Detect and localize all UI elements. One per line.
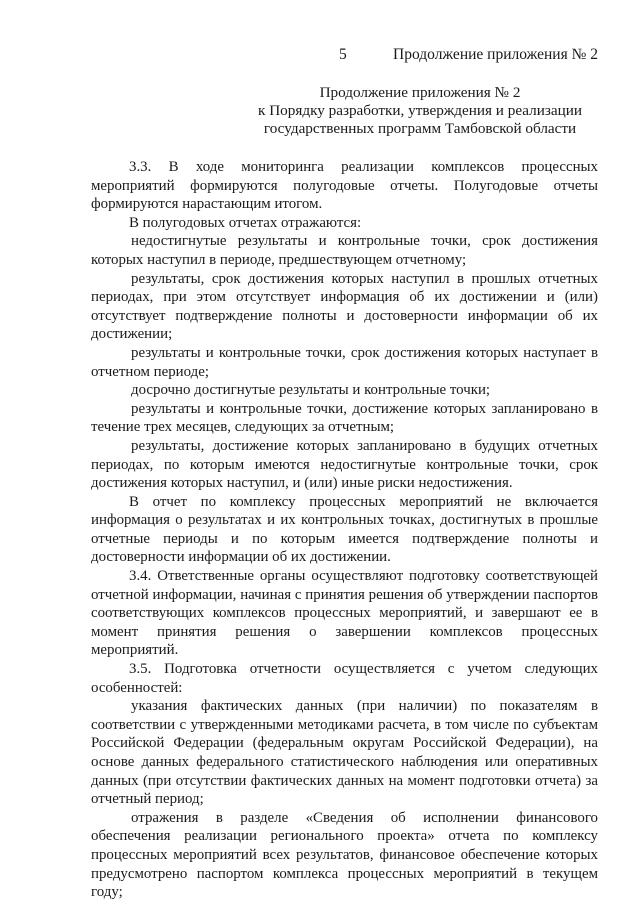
list-item-unachieved-results: недостигнутые результаты и контрольные точки, срок достижения которых наступил в периоде, предшествующем отчетному; bbox=[91, 233, 598, 268]
appendix-title-line-1: Продолжение приложения № 2 bbox=[319, 84, 521, 101]
page-header bbox=[0, 46, 640, 66]
list-item-early-achieved-results: досрочно достигнутые результаты и контрольные точки; bbox=[131, 382, 491, 399]
list-item-factual-data: указания фактических данных (при наличии) по показателям в соответствии с утвержденными методиками расчета, в том числе по субъектам Российской Федерации (федеральным округам Российской Федерации), на основе данных федерального статистического наблюдения или оперативных данных (при отсутствии фактических данных на момент подготовки отчета) за отчетный период; bbox=[91, 698, 598, 808]
appendix-title-line-3: государственных программ Тамбовской области bbox=[263, 120, 577, 137]
paragraph-report-exclusions: В отчет по комплексу процессных мероприятий не включается информация о результатах и их контрольных точках, достигнутых в прошлые отчетные периоды и по которым имеется подтверждение полноты и достоверности информации об их достижении. bbox=[91, 493, 598, 566]
header-continuation: Продолжение приложения № 2 bbox=[393, 46, 598, 63]
list-item-next-three-months-results: результаты и контрольные точки, достижение которых запланировано в течение трех месяцев, следующих за отчетным; bbox=[91, 400, 598, 436]
list-item-current-period-results: результаты и контрольные точки, срок достижения которых наступает в отчетном периоде; bbox=[91, 344, 598, 380]
paragraph-3-3: 3.3. В ходе мониторинга реализации комплексов процессных мероприятий формируются полугодовые отчеты. Полугодовые отчеты формируются нарастающим итогом. bbox=[91, 159, 598, 213]
appendix-title-line-2: к Порядку разработки, утверждения и реализации bbox=[258, 102, 582, 119]
paragraph-report-contents-intro: В полугодовых отчетах отражаются: bbox=[129, 214, 362, 231]
list-item-financial-section: отражения в разделе «Сведения об исполнении финансового обеспечения реализации регионального проекта» отчета по комплексу процессных мероприятий всех результатов, финансовое обеспечение которых предусмотрено паспортом комплекса процессных мероприятий в текущем году; bbox=[91, 809, 598, 901]
list-item-future-period-results: результаты, достижение которых запланировано в будущих отчетных периодах, по которым имеются недостигнутые контрольные точки, срок достижения которых наступил, и (или) иные риски недостижения. bbox=[91, 437, 598, 492]
paragraph-3-4: 3.4. Ответственные органы осуществляют подготовку соответствующей отчетной информации, начиная с принятия решения об утверждении паспортов соответствующих комплексов процессных мероприятий, и завершают ее в момент принятия решения о завершении комплексов процессных мероприятий. bbox=[91, 568, 598, 659]
page-number: 5 bbox=[339, 46, 347, 63]
appendix-title-block bbox=[250, 84, 590, 138]
paragraph-3-5: 3.5. Подготовка отчетности осуществляется с учетом следующих особенностей: bbox=[91, 661, 598, 696]
document-body bbox=[91, 158, 598, 902]
list-item-past-period-results: результаты, срок достижения которых наступил в прошлых отчетных периодах, при этом отсутствует информация об их достижении и (или) отсутствует подтверждение полноты и достоверности информации об их достижении; bbox=[91, 270, 598, 343]
